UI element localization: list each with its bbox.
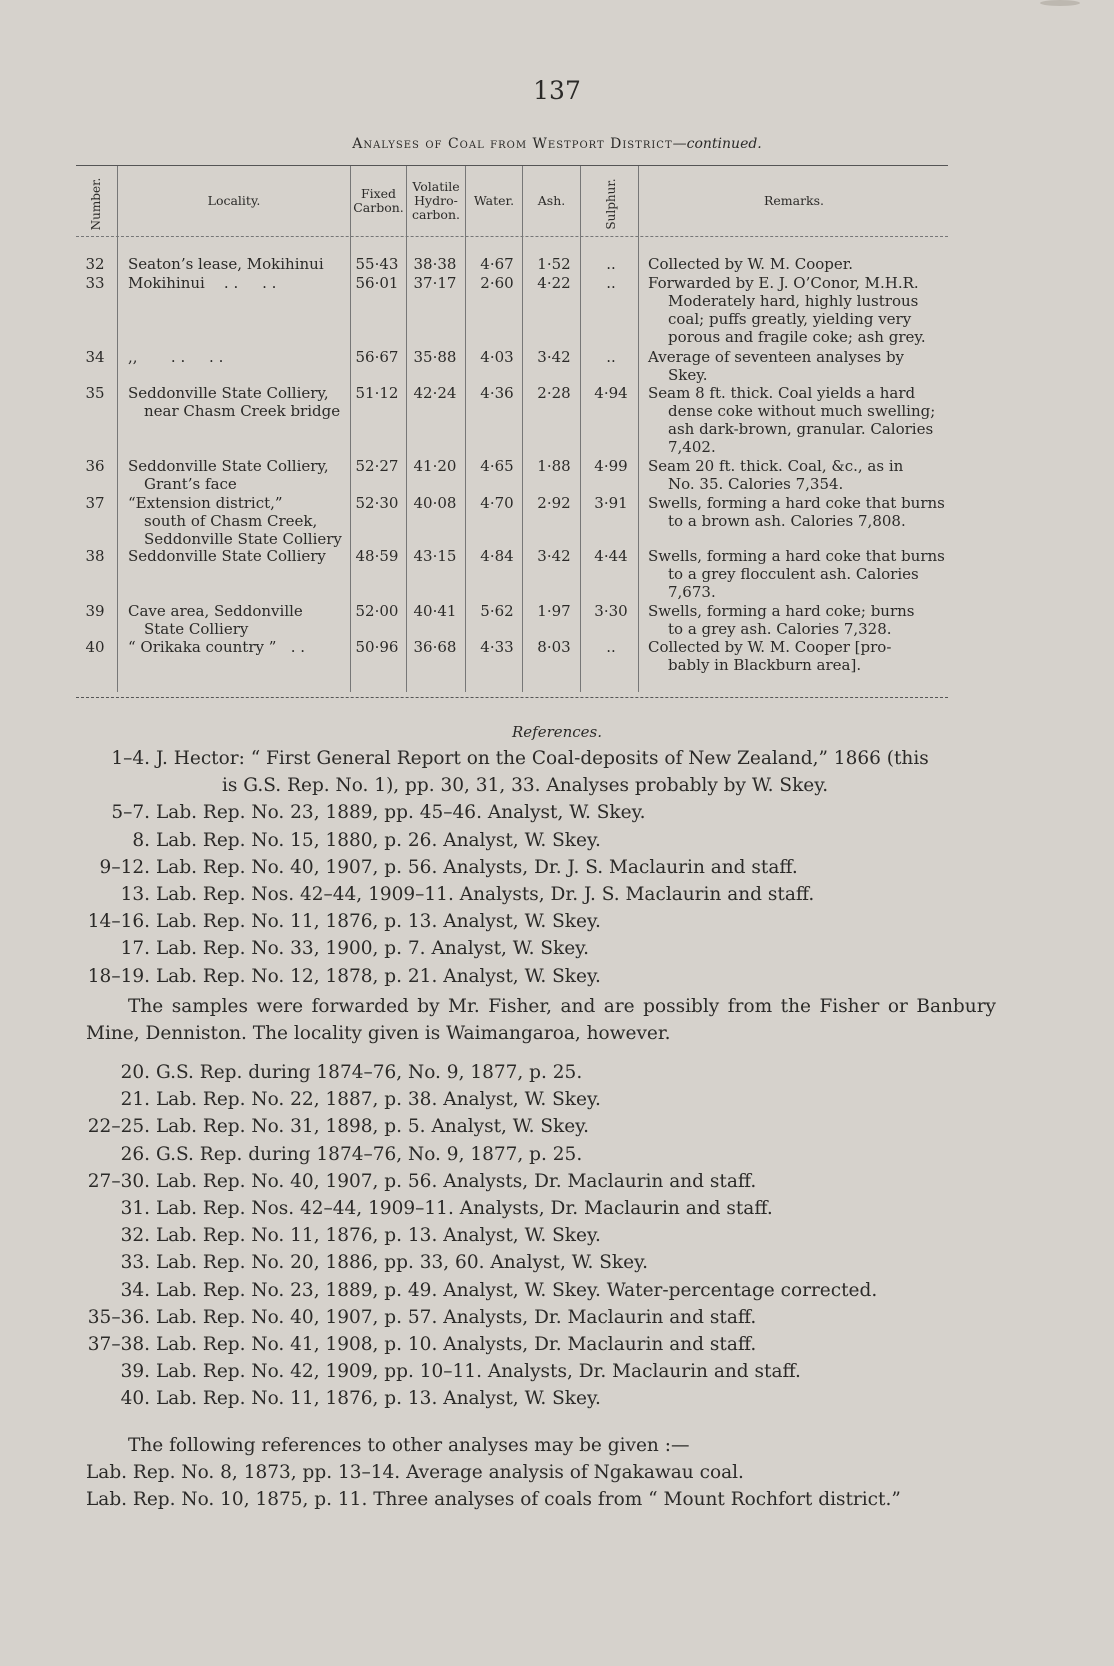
reference-text: Lab. Rep. Nos. 42–44, 1909–11. Analysts, Dr. Maclaurin and staff. — [156, 1197, 773, 1219]
references-title: References. — [511, 723, 603, 741]
row-ash: 1·52 — [537, 255, 571, 273]
reference-text: Lab. Rep. Nos. 42–44, 1909–11. Analysts, Dr. J. S. Maclaurin and staff. — [156, 883, 815, 905]
row-water: 4·03 — [480, 348, 514, 366]
row-water: 5·62 — [480, 602, 514, 620]
row-number: 35 — [85, 384, 105, 402]
row-sulphur: 4·94 — [594, 384, 628, 402]
locality-line: Cave area, Seddonville — [128, 602, 303, 620]
remarks-line: 7,673. — [668, 583, 716, 601]
reference-text: Lab. Rep. No. 42, 1909, pp. 10–11. Analysts, Dr. Maclaurin and staff. — [156, 1361, 801, 1383]
row-fixed-carbon: 50·96 — [355, 638, 399, 656]
other-ref-1: Lab. Rep. No. 8, 1873, pp. 13–14. Average analysis of Ngakawau coal. — [86, 1462, 744, 1484]
reference-text: Lab. Rep. No. 40, 1907, p. 57. Analysts, Dr. Maclaurin and staff. — [156, 1306, 757, 1328]
reference-number: 13. — [120, 883, 150, 905]
locality-line: Seaton’s lease, Mokihinui — [128, 255, 324, 273]
row-ash: 3·42 — [537, 348, 571, 366]
remarks-line: ash dark-brown, granular. Calories — [668, 420, 934, 438]
reference-item — [86, 772, 1006, 799]
reference-item — [86, 935, 1006, 962]
column-divider — [350, 166, 351, 692]
other-intro: The following references to other analyses may be given :— — [128, 1435, 690, 1456]
header-sulphur: Sulphur. — [604, 178, 618, 230]
remarks-line: 7,402. — [668, 438, 716, 456]
remarks-line: coal; puffs greatly, yielding very — [668, 310, 912, 328]
reference-number: 17. — [120, 938, 150, 960]
row-remarks — [648, 348, 948, 384]
reference-number: 20. — [120, 1062, 150, 1083]
reference-item — [86, 1304, 1006, 1331]
row-water: 4·67 — [480, 255, 514, 273]
reference-text: G.S. Rep. during 1874–76, No. 9, 1877, p. 25. — [156, 1143, 583, 1165]
row-fixed-carbon: 56·67 — [355, 348, 399, 366]
row-locality — [128, 348, 350, 366]
other-ref-2: Lab. Rep. No. 10, 1875, p. 11. Three analyses of coals from “ Mount Rochfort district.” — [86, 1489, 901, 1511]
reference-text: Lab. Rep. No. 11, 1876, p. 13. Analyst, W. Skey. — [156, 911, 601, 933]
header-volatile: Volatile Hydro- carbon. — [412, 179, 460, 222]
reference-text: Lab. Rep. No. 23, 1889, pp. 45–46. Analyst, W. Skey. — [156, 802, 646, 824]
row-ash: 2·28 — [537, 384, 571, 402]
reference-text: J. Hector: “ First General Report on the Coal-deposits of New Zealand,” 1866 (this — [156, 748, 929, 769]
remarks-line: Collected by W. M. Cooper [pro- — [648, 638, 892, 656]
row-locality — [128, 547, 350, 565]
row-water: 4·65 — [480, 457, 514, 475]
remarks-line: Moderately hard, highly lustrous — [668, 292, 919, 310]
row-fixed-carbon: 51·12 — [355, 384, 399, 402]
remarks-line: to a grey flocculent ash. Calories — [668, 565, 919, 583]
reference-text: is G.S. Rep. No. 1), pp. 30, 31, 33. Analyses probably by W. Skey. — [222, 775, 829, 797]
row-volatile: 43·15 — [413, 547, 457, 565]
note-paragraph — [86, 993, 996, 1047]
reference-text: G.S. Rep. during 1874–76, No. 9, 1877, p. 25. — [156, 1062, 583, 1083]
row-number: 33 — [85, 274, 105, 292]
reference-text: Lab. Rep. No. 40, 1907, p. 56. Analysts, Dr. J. S. Maclaurin and staff. — [156, 856, 798, 878]
reference-number: 40. — [120, 1388, 150, 1410]
remarks-line: to a grey ash. Calories 7,328. — [668, 620, 892, 638]
locality-line: State Colliery — [144, 620, 249, 638]
row-fixed-carbon: 52·30 — [355, 494, 399, 512]
header-number: Number. — [89, 177, 103, 231]
row-sulphur: 4·44 — [594, 547, 628, 565]
reference-item — [86, 1277, 1006, 1304]
locality-line: Grant’s face — [144, 475, 237, 493]
reference-item — [86, 1249, 1006, 1276]
row-remarks — [648, 255, 948, 273]
header-water: Water. — [473, 193, 515, 208]
reference-item — [86, 908, 1006, 935]
locality-line: “Extension district,” — [128, 494, 283, 512]
reference-text: Lab. Rep. No. 33, 1900, p. 7. Analyst, W. Skey. — [156, 938, 590, 960]
row-ash: 4·22 — [537, 274, 571, 292]
reference-text: Lab. Rep. No. 23, 1889, p. 49. Analyst, W. Skey. Water-percentage corrected. — [156, 1279, 878, 1301]
row-number: 39 — [85, 602, 105, 620]
column-divider — [465, 166, 466, 692]
remarks-line: Collected by W. M. Cooper. — [648, 255, 854, 273]
reference-number: 33. — [120, 1252, 150, 1274]
row-sulphur: .. — [606, 348, 616, 366]
reference-text: Lab. Rep. No. 40, 1907, p. 56. Analysts, Dr. Maclaurin and staff. — [156, 1170, 757, 1192]
locality-line: ,, . . . . — [128, 348, 224, 366]
note-text: The samples were forwarded by Mr. Fisher, and are possibly from the Fisher or Banbury Mine, Denniston. The locality given is Waimangaroa, however. — [86, 996, 996, 1045]
row-ash: 3·42 — [537, 547, 571, 565]
reference-item — [86, 1195, 1006, 1222]
table-title — [0, 136, 1114, 152]
row-remarks — [648, 457, 948, 493]
reference-text: Lab. Rep. No. 22, 1887, p. 38. Analyst, W. Skey. — [156, 1089, 601, 1111]
row-fixed-carbon: 48·59 — [355, 547, 399, 565]
row-remarks — [648, 494, 948, 530]
reference-number: 31. — [120, 1197, 150, 1219]
locality-line: Mokihinui . . . . — [128, 274, 277, 292]
row-volatile: 37·17 — [413, 274, 457, 292]
table-header-rule — [76, 236, 948, 237]
row-fixed-carbon: 56·01 — [355, 274, 399, 292]
locality-line: Seddonville State Colliery — [144, 530, 342, 548]
table-bottom-rule — [76, 697, 948, 698]
row-fixed-carbon: 55·43 — [355, 255, 399, 273]
reference-item — [86, 1141, 1006, 1168]
reference-number: 21. — [120, 1089, 150, 1111]
remarks-line: bably in Blackburn area]. — [668, 656, 862, 674]
locality-line: near Chasm Creek bridge — [144, 402, 341, 420]
remarks-line: Average of seventeen analyses by — [648, 348, 905, 366]
row-sulphur: 3·30 — [594, 602, 628, 620]
column-divider — [117, 166, 118, 692]
row-remarks — [648, 602, 948, 638]
header-ash: Ash. — [537, 193, 566, 208]
reference-item — [86, 963, 1006, 990]
row-locality — [128, 255, 350, 273]
reference-item — [86, 1168, 1006, 1195]
row-locality — [128, 638, 350, 656]
row-locality — [128, 602, 350, 638]
remarks-line: Seam 8 ft. thick. Coal yields a hard — [648, 384, 916, 402]
reference-item — [86, 1059, 1006, 1086]
row-number: 36 — [85, 457, 105, 475]
row-water: 2·60 — [480, 274, 514, 292]
references-list-2 — [86, 1059, 1006, 1412]
reference-number: 9–12. — [99, 856, 150, 878]
reference-number: 32. — [120, 1225, 150, 1247]
row-number: 38 — [85, 547, 105, 565]
reference-text: Lab. Rep. No. 11, 1876, p. 13. Analyst, W. Skey. — [156, 1225, 601, 1247]
row-fixed-carbon: 52·27 — [355, 457, 399, 475]
row-water: 4·33 — [480, 638, 514, 656]
reference-item — [86, 799, 1006, 826]
row-locality — [128, 494, 350, 548]
locality-line: Seddonville State Colliery, — [128, 457, 329, 475]
reference-number: 27–30. — [87, 1170, 150, 1192]
row-water: 4·84 — [480, 547, 514, 565]
reference-number: 37–38. — [87, 1333, 150, 1355]
page-number: 137 — [533, 76, 581, 105]
row-ash: 1·97 — [537, 602, 571, 620]
row-number: 37 — [85, 494, 105, 512]
row-ash: 2·92 — [537, 494, 571, 512]
column-divider — [638, 166, 639, 692]
reference-item — [86, 1385, 1006, 1412]
reference-item — [86, 881, 1006, 908]
reference-text: Lab. Rep. No. 41, 1908, p. 10. Analysts, Dr. Maclaurin and staff. — [156, 1333, 757, 1355]
reference-number: 22–25. — [87, 1116, 150, 1138]
row-locality — [128, 274, 350, 292]
remarks-line: Swells, forming a hard coke that burns — [648, 547, 945, 565]
reference-item — [86, 1358, 1006, 1385]
row-fixed-carbon: 52·00 — [355, 602, 399, 620]
reference-number: 14–16. — [87, 911, 150, 933]
row-number: 34 — [85, 348, 105, 366]
reference-number: 39. — [120, 1361, 150, 1383]
row-volatile: 40·08 — [413, 494, 457, 512]
locality-line: south of Chasm Creek, — [144, 512, 318, 530]
header-remarks: Remarks. — [763, 193, 825, 208]
table-title-suffix: —continued. — [672, 136, 762, 152]
row-remarks — [648, 638, 948, 674]
row-ash: 8·03 — [537, 638, 571, 656]
reference-number: 1–4. — [111, 748, 150, 769]
remarks-line: porous and fragile coke; ash grey. — [668, 328, 926, 346]
column-divider — [406, 166, 407, 692]
header-locality: Locality. — [207, 193, 261, 208]
paper-stain — [1040, 0, 1080, 6]
row-sulphur: 3·91 — [594, 494, 628, 512]
reference-text: Lab. Rep. No. 31, 1898, p. 5. Analyst, W. Skey. — [156, 1116, 590, 1138]
reference-text: Lab. Rep. No. 15, 1880, p. 26. Analyst, W. Skey. — [156, 829, 601, 851]
row-sulphur: 4·99 — [594, 457, 628, 475]
reference-number: 34. — [120, 1279, 150, 1301]
reference-item — [86, 827, 1006, 854]
row-number: 40 — [85, 638, 105, 656]
table-title-text: Analyses of Coal from Westport District — [352, 136, 673, 152]
row-water: 4·70 — [480, 494, 514, 512]
row-remarks — [648, 274, 948, 346]
reference-item — [86, 1222, 1006, 1249]
row-remarks — [648, 547, 948, 601]
reference-item — [86, 1086, 1006, 1113]
remarks-line: Seam 20 ft. thick. Coal, &c., as in — [648, 457, 904, 475]
row-sulphur: .. — [606, 638, 616, 656]
remarks-line: to a brown ash. Calories 7,808. — [668, 512, 906, 530]
other-references — [86, 1432, 996, 1514]
row-sulphur: .. — [606, 255, 616, 273]
row-water: 4·36 — [480, 384, 514, 402]
reference-number: 18–19. — [87, 965, 150, 987]
reference-number: 35–36. — [87, 1306, 150, 1328]
row-ash: 1·88 — [537, 457, 571, 475]
remarks-line: Forwarded by E. J. O’Conor, M.H.R. — [648, 274, 919, 292]
reference-text: Lab. Rep. No. 12, 1878, p. 21. Analyst, W. Skey. — [156, 965, 601, 987]
header-fixed-carbon: Fixed Carbon. — [353, 186, 404, 215]
locality-line: “ Orikaka country ” . . — [128, 638, 306, 656]
table-top-rule — [76, 165, 948, 166]
reference-text: Lab. Rep. No. 20, 1886, pp. 33, 60. Analyst, W. Skey. — [156, 1252, 648, 1274]
reference-item — [86, 854, 1006, 881]
row-number: 32 — [85, 255, 105, 273]
reference-item — [86, 1113, 1006, 1140]
row-locality — [128, 457, 350, 493]
reference-number: 26. — [120, 1143, 150, 1165]
reference-number: 8. — [132, 829, 150, 851]
reference-text: Lab. Rep. No. 11, 1876, p. 13. Analyst, W. Skey. — [156, 1388, 601, 1410]
remarks-line: Skey. — [668, 366, 708, 384]
row-sulphur: .. — [606, 274, 616, 292]
row-volatile: 41·20 — [413, 457, 457, 475]
row-volatile: 40·41 — [413, 602, 457, 620]
row-locality — [128, 384, 350, 420]
remarks-line: Swells, forming a hard coke that burns — [648, 494, 945, 512]
row-remarks — [648, 384, 948, 456]
row-volatile: 38·38 — [413, 255, 457, 273]
locality-line: Seddonville State Colliery — [128, 547, 326, 565]
reference-item — [86, 1331, 1006, 1358]
remarks-line: dense coke without much swelling; — [668, 402, 936, 420]
row-volatile: 36·68 — [413, 638, 457, 656]
row-volatile: 35·88 — [413, 348, 457, 366]
references-list — [86, 745, 1006, 990]
remarks-line: No. 35. Calories 7,354. — [668, 475, 844, 493]
remarks-line: Swells, forming a hard coke; burns — [648, 602, 915, 620]
row-volatile: 42·24 — [413, 384, 457, 402]
reference-item — [86, 745, 1006, 772]
locality-line: Seddonville State Colliery, — [128, 384, 329, 402]
reference-number: 5–7. — [111, 802, 150, 824]
